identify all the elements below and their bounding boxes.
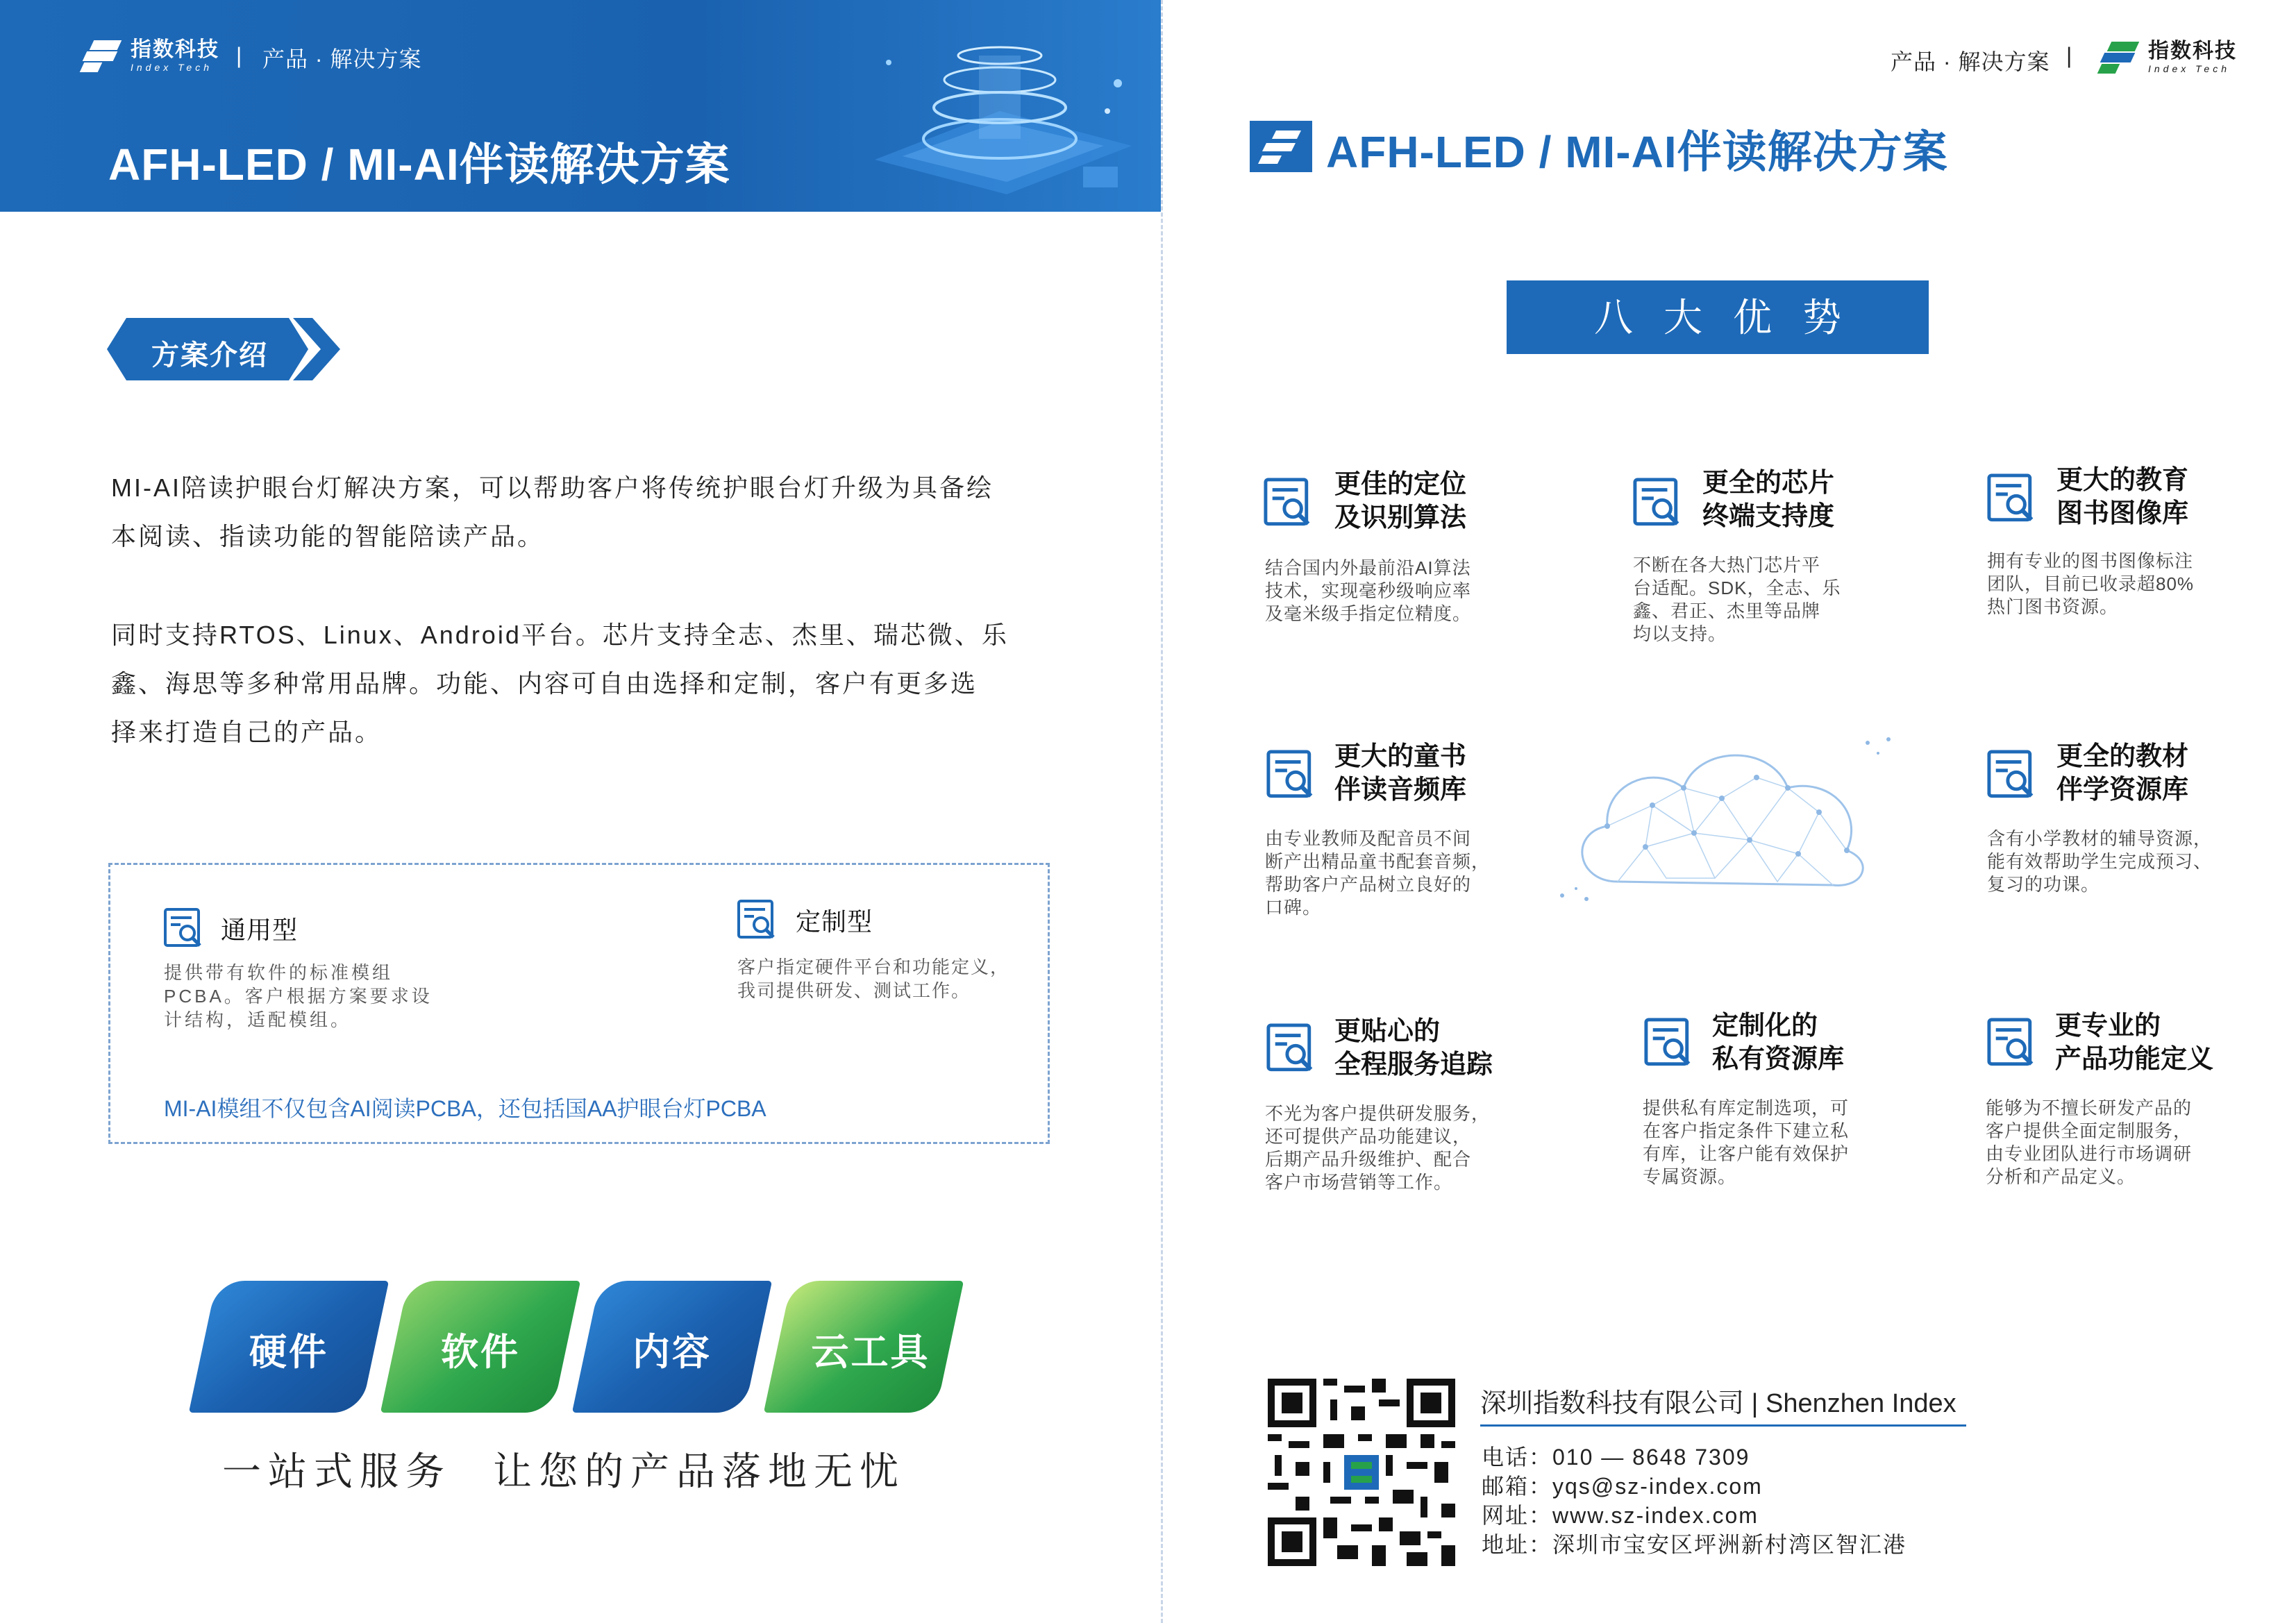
- intro-paragraph-1: MI-AI陪读护眼台灯解决方案，可以帮助客户将传统护眼台灯升级为具备绘 本阅读、指读功能的智能陪读产品。: [111, 473, 994, 550]
- brand-logo-icon: [2100, 40, 2138, 75]
- contact-website[interactable]: 网址：www.sz-index.com: [1482, 1503, 1759, 1528]
- pillar-software-label: 软件: [441, 1331, 520, 1373]
- header-section: 产品 · 解决方案: [262, 47, 422, 72]
- feature-desc: 提供私有库定制选项，可 在客户指定条件下建立私 有库，让客户能有效保护 专属资源。: [1643, 1098, 1850, 1187]
- search-document-icon: [1643, 1016, 1695, 1069]
- title-logo-box: [1250, 121, 1312, 172]
- brand-name-en: Index Tech: [131, 62, 212, 73]
- contact-phone: 电话：010 — 8648 7309: [1482, 1445, 1750, 1470]
- pillar-content-label: 内容: [632, 1331, 712, 1373]
- pillar-hardware-label: 硬件: [249, 1331, 328, 1373]
- fold-line: [1161, 0, 1163, 1623]
- search-document-icon: [1265, 1022, 1318, 1075]
- cloud-network-illustration: [1548, 722, 1895, 909]
- search-document-icon: [736, 898, 779, 941]
- feature-desc: 由专业教师及配音员不间 断产出精品童书配套音频， 帮助客户产品树立良好的 口碑。: [1265, 828, 1491, 918]
- company-underline: [1480, 1424, 1966, 1427]
- search-document-icon: [1632, 476, 1684, 529]
- right-header-separator: |: [2066, 43, 2072, 68]
- search-document-icon: [1262, 476, 1315, 529]
- slogan: 一站式服务 让您的产品落地无忧: [222, 1449, 905, 1493]
- brand-name-en: Index Tech: [2148, 63, 2230, 74]
- feature-title: 更大的童书 伴读音频库: [1334, 742, 1467, 805]
- option-general-title: 通用型: [221, 916, 299, 944]
- right-page-title: AFH-LED / MI-AI伴读解决方案: [1326, 127, 1948, 177]
- feature-desc: 不断在各大热门芯片平 台适配。SDK，全志、乐 鑫、君正、杰里等品牌 均以支持。: [1633, 555, 1841, 644]
- search-document-icon: [1265, 748, 1318, 801]
- feature-desc: 拥有专业的图书图像标注 团队，目前已收录超80% 热门图书资源。: [1987, 550, 2195, 617]
- company-name: 深圳指数科技有限公司 | Shenzhen Index: [1480, 1389, 1956, 1418]
- right-brand-logo: [2100, 40, 2237, 75]
- feature-desc: 结合国内外最前沿AI算法 技术，实现毫秒级响应率 及毫米级手指定位精度。: [1265, 557, 1472, 624]
- section-tab-label: 方案介绍: [151, 340, 268, 371]
- page-title: AFH-LED / MI-AI伴读解决方案: [108, 140, 730, 190]
- module-note: MI-AI模组不仅包含AI阅读PCBA，还包括国AA护眼台灯PCBA: [164, 1096, 766, 1121]
- intro-paragraph-2: 同时支持RTOS、Linux、Android平台。芯片支持全志、杰里、瑞芯微、乐 鑫、海思等多种常用品牌。功能、内容可自由选择和定制，客户有更多选 择来打造自己的产品。: [111, 621, 1009, 746]
- feature-title: 更专业的 产品功能定义: [2055, 1011, 2214, 1074]
- brand-logo-icon: [1250, 121, 1312, 172]
- tech-hologram-illustration: [861, 28, 1139, 201]
- contact-address: 地址：深圳市宝安区坪洲新村湾区智汇港: [1482, 1532, 1907, 1557]
- advantages-label: 八大优势: [1594, 296, 1872, 339]
- feature-title: 更大的教育 图书图像库: [2056, 466, 2189, 528]
- brand-logo-icon: [82, 39, 121, 74]
- search-document-icon: [1986, 472, 2038, 525]
- search-document-icon: [162, 907, 206, 950]
- brand-logo: [82, 39, 219, 74]
- feature-title: 更全的教材 伴学资源库: [2056, 742, 2189, 805]
- option-custom-desc: 客户指定硬件平台和功能定义， 我司提供研发、测试工作。: [737, 957, 1010, 1001]
- contact-email[interactable]: 邮箱：yqs@sz-index.com: [1482, 1474, 1763, 1499]
- brand-name-cn: 指数科技: [2148, 40, 2237, 62]
- feature-title: 更全的芯片 终端支持度: [1702, 469, 1835, 531]
- option-custom-title: 定制型: [796, 907, 873, 936]
- qr-code: [1268, 1379, 1455, 1566]
- header-banner: [0, 0, 1161, 212]
- feature-desc: 含有小学教材的辅导资源， 能有效帮助学生完成预习、 复习的功课。: [1987, 828, 2213, 895]
- search-document-icon: [1986, 748, 2038, 801]
- brand-name-cn: 指数科技: [131, 38, 219, 61]
- pillar-cloud-label: 云工具: [811, 1331, 930, 1373]
- search-document-icon: [1986, 1016, 2038, 1069]
- feature-title: 更贴心的 全程服务追踪: [1334, 1017, 1493, 1079]
- right-header-section: 产品 · 解决方案: [1891, 49, 2050, 74]
- header-separator: |: [236, 43, 242, 68]
- feature-desc: 能够为不擅长研发产品的 客户提供全面定制服务， 由专业团队进行市场调研 分析和产品定义。: [1986, 1098, 2193, 1187]
- feature-title: 更佳的定位 及识别算法: [1334, 470, 1467, 532]
- feature-title: 定制化的 私有资源库: [1712, 1011, 1845, 1074]
- option-general-desc: 提供带有软件的标准模组 PCBA。客户根据方案要求设 计结构，适配模组。: [164, 962, 433, 1030]
- feature-desc: 不光为客户提供研发服务， 还可提供产品功能建议， 后期产品升级维护、配合 客户市场营销等工作。: [1265, 1103, 1491, 1193]
